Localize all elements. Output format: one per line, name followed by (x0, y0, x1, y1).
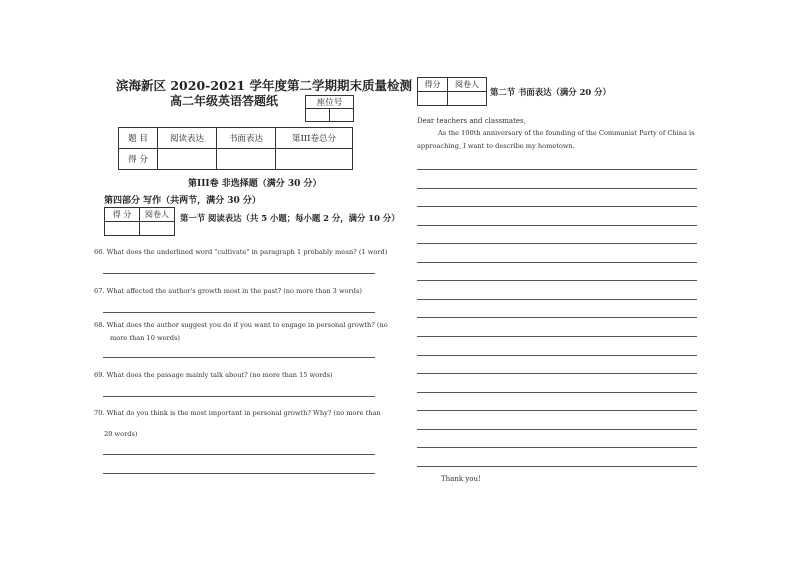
writing-line[interactable] (417, 466, 697, 467)
writing-line[interactable] (417, 429, 697, 430)
score-row-label: 得 分 (119, 149, 158, 170)
writing-line[interactable] (417, 392, 697, 393)
writing-line[interactable] (417, 355, 697, 356)
question-70: 70. What do you think is the most important in personal growth? Why? (no more than (94, 409, 381, 417)
writing-section-title: 第二节 书面表达（满分 20 分） (490, 87, 611, 97)
grader-name-label: 阅卷人 (140, 208, 175, 222)
reading-section-title: 第一节 阅读表达（共 5 小题；每小题 2 分，满分 10 分） (180, 213, 400, 223)
writing-line[interactable] (417, 447, 697, 448)
score-header-reading: 阅读表达 (158, 128, 217, 149)
score-header-total: 第III卷总分 (276, 128, 353, 149)
score-header-item: 题 目 (119, 128, 158, 149)
answer-line-70b[interactable] (103, 473, 375, 474)
seat-cell[interactable] (306, 109, 330, 122)
answer-line-67[interactable] (103, 312, 375, 313)
writing-line[interactable] (417, 373, 697, 374)
grader-table-writing (417, 77, 487, 106)
writing-line[interactable] (417, 280, 697, 281)
writing-line[interactable] (417, 262, 697, 263)
writing-line[interactable] (417, 169, 697, 170)
score-cell-writing[interactable] (217, 149, 276, 170)
closing-text: Thank you! (441, 475, 481, 483)
exam-subtitle: 高二年级英语答题纸 (170, 94, 279, 108)
answer-line-66[interactable] (103, 273, 375, 274)
salutation: Dear teachers and classmates， (417, 117, 531, 125)
volume-title: 第III卷 非选择题（满分 30 分） (188, 179, 322, 189)
question-67: 67. What affected the author's growth most in the past? (no more than 3 words) (94, 287, 362, 295)
writing-line[interactable] (417, 336, 697, 337)
grader2-name-cell[interactable] (448, 92, 487, 106)
score-cell-total[interactable] (276, 149, 353, 170)
score-header-writing: 书面表达 (217, 128, 276, 149)
writing-line[interactable] (417, 206, 697, 207)
seat-label: 座位号 (306, 96, 354, 109)
seat-number-table (305, 95, 354, 122)
writing-line[interactable] (417, 188, 697, 189)
writing-line[interactable] (417, 317, 697, 318)
answer-line-68[interactable] (103, 357, 375, 358)
answer-line-70a[interactable] (103, 454, 375, 455)
question-68-cont: more than 10 words) (110, 334, 180, 342)
question-66: 66. What does the underlined word "cultivate" in paragraph 1 probably mean? (1 word) (94, 248, 388, 256)
exam-title: 滨海新区 2020-2021 学年度第二学期期末质量检测 (116, 78, 412, 93)
answer-line-69[interactable] (103, 396, 375, 397)
writing-line[interactable] (417, 243, 697, 244)
writing-line[interactable] (417, 225, 697, 226)
grader-table-reading (104, 207, 175, 236)
question-69: 69. What does the passage mainly talk about? (no more than 15 words) (94, 371, 333, 379)
question-70-cont: 20 words) (104, 430, 138, 438)
part-title: 第四部分 写作（共两节，满分 30 分） (104, 196, 261, 206)
score-cell-reading[interactable] (158, 149, 217, 170)
grader-score-label: 得 分 (105, 208, 140, 222)
seat-cell[interactable] (330, 109, 354, 122)
grader-score-cell[interactable] (105, 222, 140, 236)
question-68: 68. What does the author suggest you do if you want to engage in personal growth? (no (94, 321, 388, 329)
score-table (118, 127, 353, 170)
grader2-score-cell[interactable] (418, 92, 448, 106)
grader2-name-label: 阅卷人 (448, 78, 487, 92)
writing-intro-line2: approaching, I want to describe my hometown. (417, 142, 575, 150)
grader2-score-label: 得分 (418, 78, 448, 92)
grader-name-cell[interactable] (140, 222, 175, 236)
writing-intro-line1: As the 100th anniversary of the founding of the Communist Party of China is (438, 129, 695, 137)
writing-line[interactable] (417, 299, 697, 300)
writing-line[interactable] (417, 410, 697, 411)
